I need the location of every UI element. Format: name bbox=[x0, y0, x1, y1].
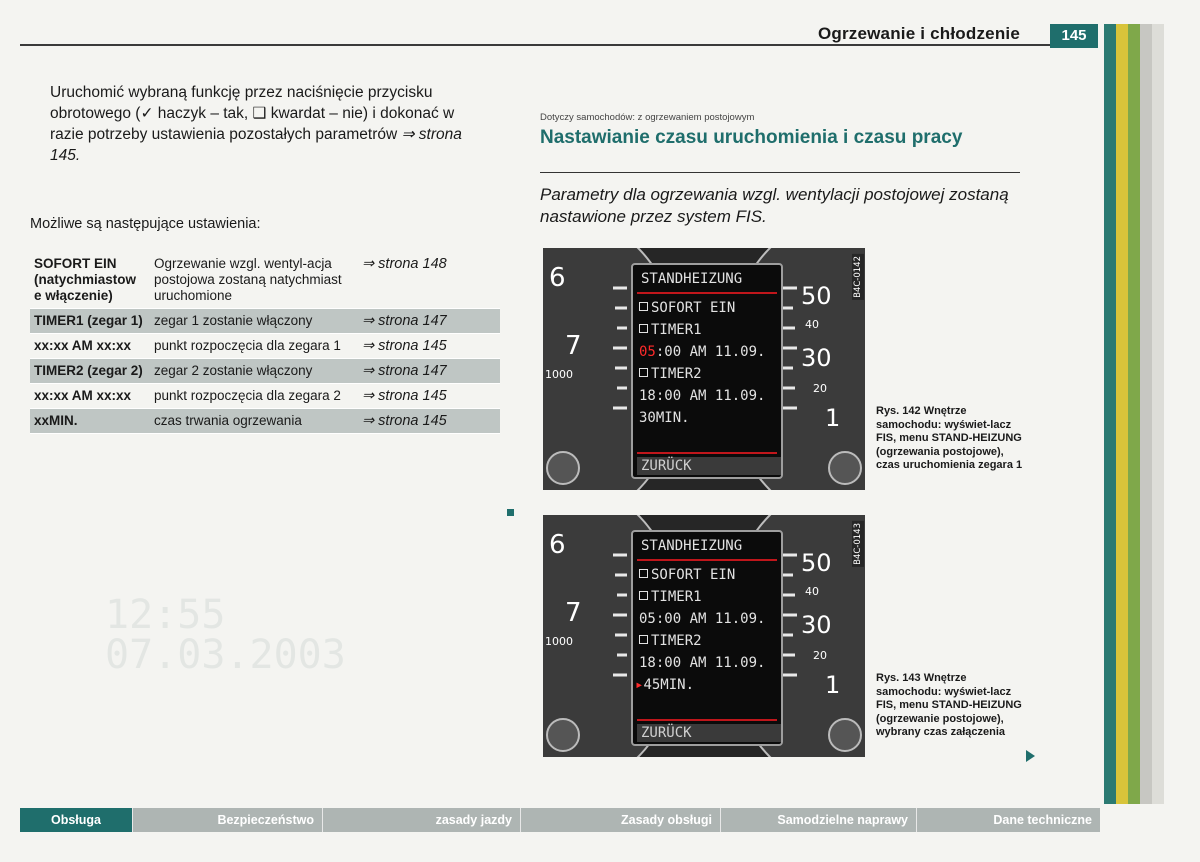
table-row bbox=[30, 384, 500, 409]
fis-line-text: 18:00 AM 11.09. bbox=[639, 388, 766, 404]
fis-line-text: SOFORT EIN bbox=[651, 300, 736, 316]
fis-display bbox=[631, 530, 783, 746]
setting-name: TIMER1 (zegar 1) bbox=[34, 313, 143, 328]
gauge-label: 7 bbox=[565, 598, 582, 628]
fis-divider bbox=[637, 719, 777, 721]
table-row bbox=[30, 334, 500, 359]
fis-line bbox=[639, 410, 787, 432]
table-row bbox=[30, 359, 500, 384]
chapter-tab-zasady-obslugi[interactable]: Zasady obsługi bbox=[520, 808, 720, 832]
fis-line-text: SOFORT EIN bbox=[651, 567, 736, 583]
fis-line-text: TIMER1 bbox=[651, 322, 702, 338]
edit-cursor-digits: 05 bbox=[639, 344, 656, 360]
setting-name: SOFORT EIN (natychmiastow e włączenie) bbox=[34, 256, 137, 303]
figure-code: B4C-0143 bbox=[853, 523, 863, 565]
applies-to-note: Dotyczy samochodów: z ogrzewaniem postojowym bbox=[540, 112, 755, 123]
setting-page-ref: ⇒ strona 147 bbox=[362, 313, 447, 329]
gauge-label: 1 bbox=[825, 671, 841, 699]
figure-143 bbox=[543, 515, 865, 757]
fis-display bbox=[631, 263, 783, 479]
setting-page-ref: ⇒ strona 147 bbox=[362, 363, 447, 379]
fis-back-item: ZURÜCK bbox=[637, 457, 781, 475]
fis-line-text: 05:00 AM 11.09. bbox=[639, 611, 766, 627]
gauge-label: 1000 bbox=[545, 368, 573, 381]
chapter-tab-zasady-jazdy[interactable]: zasady jazdy bbox=[322, 808, 520, 832]
setting-description: zegar 2 zostanie włączony bbox=[154, 363, 313, 378]
setting-description: Ogrzewanie wzgl. wentyl-acja postojowa zostaną natychmiast uruchomione bbox=[154, 256, 342, 303]
fis-line bbox=[639, 388, 787, 410]
gauge-label: 1000 bbox=[545, 635, 573, 648]
fis-divider bbox=[637, 452, 777, 454]
continue-arrow-icon bbox=[1026, 750, 1035, 762]
fis-divider bbox=[637, 292, 777, 294]
checkbox-icon bbox=[639, 591, 648, 600]
fis-line-rest: :00 AM 11.09. bbox=[655, 344, 766, 360]
table-row bbox=[30, 409, 500, 434]
chapter-tab-samodzielne-naprawy[interactable]: Samodzielne naprawy bbox=[720, 808, 916, 832]
fis-line-text: 18:00 AM 11.09. bbox=[639, 655, 766, 671]
fis-line bbox=[639, 655, 787, 677]
fis-line bbox=[639, 633, 787, 655]
ghost-time: 12:55 bbox=[105, 592, 226, 638]
fis-menu-title: STANDHEIZUNG bbox=[641, 538, 743, 554]
gauge-label: 50 bbox=[801, 549, 832, 577]
section-lead: Parametry dla ogrzewania wzgl. wentylacji postojowej zostaną nastawione przez system FIS. bbox=[540, 185, 1009, 226]
fis-line-text: TIMER2 bbox=[651, 366, 702, 382]
gauge-label: 20 bbox=[813, 382, 827, 395]
figure-caption: Rys. 143 Wnętrze samochodu: wyświet-lacz FIS, menu STAND-HEIZUNG (ogrzewanie postojowe), wybrany czas załączenia bbox=[876, 672, 1022, 738]
fis-line-selected bbox=[635, 677, 783, 699]
intro-paragraph bbox=[50, 82, 490, 166]
setting-description: czas trwania ogrzewania bbox=[154, 413, 302, 428]
possible-settings-label: Możliwe są następujące ustawienia: bbox=[30, 216, 261, 232]
gauge-label: 40 bbox=[805, 585, 819, 598]
intro-text: Uruchomić wybraną funkcję przez naciśnięcie przycisku obrotowego (✓ haczyk – tak, ❑ kwardat – nie) i dokonać w razie potrzeby ustawienia pozostałych parametrów bbox=[50, 84, 455, 143]
setting-page-ref: ⇒ strona 148 bbox=[362, 256, 447, 272]
setting-description: punkt rozpoczęcia dla zegara 2 bbox=[154, 388, 341, 403]
page-number-badge: 145 bbox=[1050, 24, 1098, 48]
figure-code: B4C-0142 bbox=[853, 256, 863, 298]
checkbox-icon bbox=[639, 635, 648, 644]
intro-page-ref: ⇒ strona 145. bbox=[50, 126, 462, 164]
figure-142 bbox=[543, 248, 865, 490]
section-end-square-icon bbox=[507, 509, 514, 516]
settings-table bbox=[30, 252, 500, 434]
gauge-label: 20 bbox=[813, 649, 827, 662]
section-title-rule bbox=[540, 172, 1020, 173]
checkbox-icon bbox=[639, 569, 648, 578]
gauge-label: 1 bbox=[825, 404, 841, 432]
gauge-label: 30 bbox=[801, 344, 832, 372]
figure-caption: Rys. 142 Wnętrze samochodu: wyświet-lacz FIS, menu STAND-HEIZUNG (ogrzewania postojowe), czas uruchomienia zegara 1 bbox=[876, 405, 1023, 471]
table-row bbox=[30, 252, 500, 309]
table-row bbox=[30, 309, 500, 334]
setting-page-ref: ⇒ strona 145 bbox=[362, 388, 447, 404]
side-thumb-tabs bbox=[1104, 24, 1164, 804]
checkbox-icon bbox=[639, 368, 648, 377]
fis-divider bbox=[637, 559, 777, 561]
chapter-tab-bezpieczenstwo[interactable]: Bezpieczeństwo bbox=[132, 808, 322, 832]
fis-line-text bbox=[639, 344, 765, 360]
setting-page-ref: ⇒ strona 145 bbox=[362, 413, 447, 429]
checkbox-icon bbox=[639, 324, 648, 333]
bleed-through-clock bbox=[105, 592, 346, 678]
fis-line bbox=[639, 300, 787, 322]
fis-line-text: 45MIN. bbox=[643, 677, 695, 693]
gauge-label: 30 bbox=[801, 611, 832, 639]
setting-page-ref: ⇒ strona 145 bbox=[362, 338, 447, 354]
fis-line-text: TIMER2 bbox=[651, 633, 702, 649]
ghost-date: 07.03.2003 bbox=[105, 632, 346, 678]
gauge-label: 6 bbox=[549, 263, 566, 293]
fis-line bbox=[639, 589, 787, 611]
fis-line-selected bbox=[639, 344, 787, 366]
cursor-arrow-icon: ▸ bbox=[635, 677, 644, 693]
chapter-tab-obsluga[interactable]: Obsługa bbox=[20, 808, 132, 832]
setting-name: xx:xx AM xx:xx bbox=[34, 388, 132, 403]
header-rule bbox=[20, 44, 1050, 46]
gauge-label: 50 bbox=[801, 282, 832, 310]
fis-line bbox=[639, 366, 787, 388]
section-title: Nastawianie czasu uruchomienia i czasu pracy bbox=[540, 127, 963, 148]
page-header-title: Ogrzewanie i chłodzenie bbox=[817, 24, 1020, 43]
chapter-tabs bbox=[20, 808, 1100, 832]
setting-name: TIMER2 (zegar 2) bbox=[34, 363, 143, 378]
gauge-label: 7 bbox=[565, 331, 582, 361]
setting-name: xxMIN. bbox=[34, 413, 78, 428]
fis-menu-title: STANDHEIZUNG bbox=[641, 271, 743, 287]
chapter-tab-dane-techniczne[interactable]: Dane techniczne bbox=[916, 808, 1100, 832]
setting-description: zegar 1 zostanie włączony bbox=[154, 313, 313, 328]
setting-description: punkt rozpoczęcia dla zegara 1 bbox=[154, 338, 341, 353]
checkbox-icon bbox=[639, 302, 648, 311]
fis-line bbox=[639, 567, 787, 589]
gauge-label: 6 bbox=[549, 530, 566, 560]
fis-line-text: 30MIN. bbox=[639, 410, 690, 426]
fis-back-item: ZURÜCK bbox=[637, 724, 781, 742]
fis-line bbox=[639, 611, 787, 633]
gauge-label: 40 bbox=[805, 318, 819, 331]
setting-name: xx:xx AM xx:xx bbox=[34, 338, 132, 353]
fis-line-text: TIMER1 bbox=[651, 589, 702, 605]
fis-line bbox=[639, 322, 787, 344]
